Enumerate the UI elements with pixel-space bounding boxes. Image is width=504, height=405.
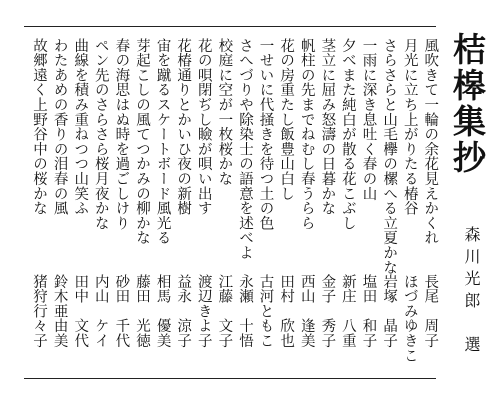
haiku-author: 鈴木亜由美 — [51, 274, 68, 348]
haiku-author: 新庄 八重 — [339, 274, 356, 348]
haiku-entry — [193, 38, 214, 374]
haiku-entry — [337, 38, 358, 374]
bottom-rule — [24, 378, 436, 379]
haiku-entry — [234, 38, 255, 374]
haiku-text: 夕べまた純白が散る花こぶし — [339, 38, 356, 231]
haiku-author: 塩田 和子 — [360, 274, 377, 348]
haiku-author: 江藤 文子 — [216, 274, 233, 348]
haiku-text: 故郷遠く上野谷中の桜かな — [31, 38, 47, 216]
haiku-entry — [213, 38, 234, 374]
haiku-author: 岩塚 晶子 — [381, 274, 398, 348]
haiku-entry — [275, 38, 296, 374]
haiku-text: 芽起こしの風てつかみの柳かな — [133, 38, 150, 246]
haiku-author: 金子 秀子 — [319, 274, 336, 348]
haiku-author: ほづみゆきこ — [401, 274, 418, 363]
haiku-columns — [28, 38, 440, 374]
haiku-text: 春の海思はぬ時を過ごしけり — [113, 38, 130, 231]
page-title: 桔槔集抄 — [448, 32, 487, 176]
haiku-author: 内山 ケイ — [92, 274, 109, 348]
haiku-entry — [419, 38, 440, 374]
top-rule — [24, 26, 436, 27]
haiku-author: 渡辺きよ子 — [195, 274, 212, 348]
haiku-author: 藤田 光徳 — [133, 274, 150, 348]
haiku-text: ペン先のさらさら桜月夜かな — [92, 38, 109, 231]
haiku-author: 田村 欣也 — [278, 274, 295, 348]
haiku-author: 益永 涼子 — [175, 274, 192, 348]
haiku-author: 永瀬 十悟 — [236, 274, 253, 348]
haiku-text: 花の唄閉ぢし瞼が唄い出す — [195, 38, 212, 216]
haiku-text: 花椿通りとかいひ夜の新樹 — [175, 38, 192, 216]
haiku-entry — [399, 38, 420, 374]
haiku-entry — [69, 38, 90, 374]
haiku-text: さへづりや除染士の語意を述べよ — [236, 38, 253, 260]
haiku-text: 風吹きて一輪の余花見えかくれ — [422, 38, 439, 246]
haiku-text: 一雨に深き息吐く春の山 — [360, 38, 377, 201]
selector-credit: 森川光郎 選 — [462, 226, 481, 358]
haiku-entry — [131, 38, 152, 374]
haiku-entry — [90, 38, 111, 374]
haiku-entry — [316, 38, 337, 374]
haiku-author: 田中 文代 — [72, 274, 89, 348]
haiku-entry — [172, 38, 193, 374]
haiku-entry — [28, 38, 49, 374]
haiku-text: さらさらと山毛欅の樏へる立夏かな — [381, 38, 398, 275]
haiku-text: わたあめの香りの泪春の風 — [51, 38, 68, 216]
haiku-text: 花の房重たし飯豊山白し — [278, 38, 295, 201]
haiku-text: 曲線を積み重ねつつ山笑ふ — [72, 38, 89, 216]
haiku-author: 砂田 千代 — [113, 274, 130, 348]
haiku-entry — [296, 38, 317, 374]
haiku-text: 月光に立ち上がりたる椿谷 — [401, 38, 418, 216]
haiku-text: 帆柱の先までねむし春うらら — [298, 38, 315, 231]
haiku-entry — [358, 38, 379, 374]
haiku-text: 校庭に空が一枚桜かな — [216, 38, 233, 186]
haiku-author: 相馬 優美 — [154, 274, 171, 348]
haiku-author: 古河ともこ — [257, 274, 274, 348]
haiku-text: 一せいに代掻きを待つ土の色 — [257, 38, 274, 231]
haiku-author: 猪狩行々子 — [31, 274, 47, 348]
haiku-entry — [378, 38, 399, 374]
haiku-entry — [255, 38, 276, 374]
haiku-author: 西山 逢美 — [298, 274, 315, 348]
haiku-text: 茎立に屈み怒濤の日暮かな — [319, 38, 336, 216]
haiku-entry — [152, 38, 173, 374]
haiku-entry — [49, 38, 70, 374]
haiku-entry — [110, 38, 131, 374]
haiku-text: 宙を蹴るスケートボード風光る — [154, 38, 171, 246]
haiku-author: 長尾 周子 — [422, 274, 439, 348]
